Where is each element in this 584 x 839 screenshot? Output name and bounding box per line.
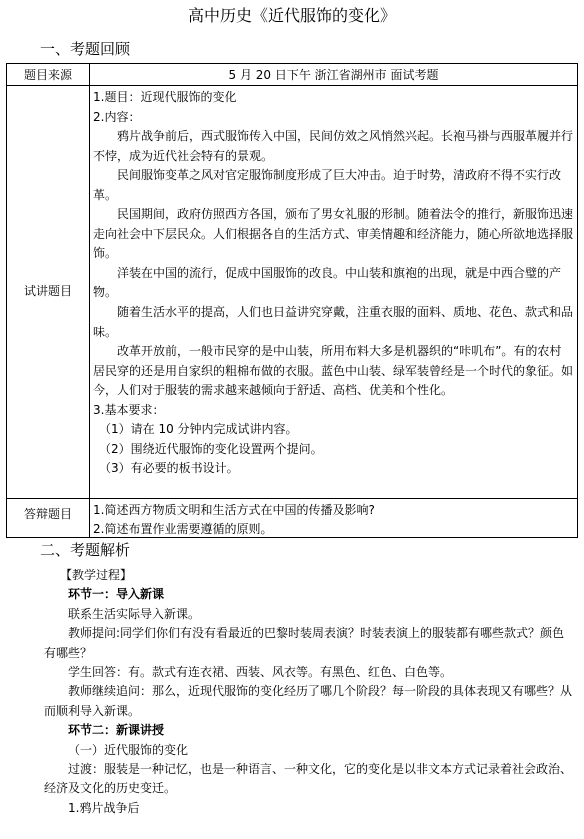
- section-heading-analysis: 二、考题解析: [40, 541, 131, 559]
- defense-content: [93, 501, 573, 539]
- defense-question: 2.简述布置作业需要遵循的原则。: [93, 522, 273, 536]
- trial-content: [93, 88, 573, 479]
- transition-paragraph: 过渡：服装是一种记忆，也是一种语言、一种文化，它的变化是以非文本方式记录着社会政治、经济及文化的历史变迁。: [44, 762, 573, 796]
- teaching-process-heading: 【教学过程】: [60, 568, 133, 582]
- stage1-paragraph: 联系生活实际导入新课。: [68, 606, 201, 621]
- source-label: 题目来源: [23, 68, 72, 82]
- table-divider-row1: [7, 85, 577, 86]
- table-divider-vertical: [89, 64, 90, 537]
- trial-paragraph: 洋装在中国的流行，促成中国服饰的改良。中山装和旗袍的出现，就是中西合璧的产物。: [93, 265, 562, 300]
- table-divider-row2: [7, 498, 577, 499]
- trial-paragraph: 鸦片战争前后，西式服饰传入中国，民间仿效之风悄然兴起。长袍马褂与西服革履并行不悖，成为近代社会特有的景观。: [93, 129, 574, 163]
- exam-table: [6, 63, 578, 538]
- stage1-heading: 环节一：导入新课: [68, 587, 165, 602]
- section-heading-review: 一、考题回顾: [40, 40, 131, 58]
- trial-requirement: （2）围绕近代服饰的变化设置两个提问。: [99, 441, 323, 456]
- source-value: 5 月 20 日下午 浙江省湖州市 面试考题: [228, 68, 439, 82]
- trial-paragraph: 改革开放前，一般市民穿的是中山装，所用布料大多是机器织的“咔叽布”。有的农村居民穿的还是用自家织的粗棉布做的衣服。蓝色中山装、绿军装曾经是一个时代的象征。如今，人们对于服装的需求越来越倾向于舒适、高档、优美和个性化。: [93, 344, 574, 398]
- stage1-paragraph: 学生回答：有。款式有连衣裙、西装、风衣等。有黑色、红色、白色等。: [68, 665, 453, 680]
- trial-line: 2.内容：: [93, 109, 141, 124]
- stage1-paragraph: 教师继续追问：那么，近现代服饰的变化经历了哪几个阶段？每一阶段的具体表现又有哪些？从而顺利导入新课。: [44, 684, 573, 718]
- trial-label: 试讲题目: [23, 284, 72, 298]
- stage2-heading: 环节二：新课讲授: [68, 723, 165, 738]
- analysis-content: [44, 566, 576, 818]
- trial-line: 3.基本要求：: [93, 402, 165, 417]
- stage1-paragraph: 教师提问:同学们你们有没有看最近的巴黎时装周表演？时装表演上的服装都有哪些款式？颜色有哪些？: [44, 626, 565, 660]
- trial-paragraph: 民间服饰变革之风对官定服饰制度形成了巨大冲击。迫于时势，清政府不得不实行改革。: [93, 168, 562, 202]
- document-title: 高中历史《近代服饰的变化》: [187, 6, 396, 25]
- subsection-heading: （一）近代服饰的变化: [68, 742, 189, 757]
- defense-label: 答辩题目: [23, 507, 72, 521]
- item-heading: 1.鸦片战争后: [68, 800, 140, 815]
- trial-paragraph: 民国期间，政府仿照西方各国，颁布了男女礼服的形制。随着法令的推行，新服饰迅速走向社会中下层民众。人们根据各自的生活方式、审美情趣和经济能力，随心所欲地选择服饰。: [93, 207, 574, 261]
- trial-line: 1.题目：近现代服饰的变化: [93, 90, 237, 104]
- trial-paragraph: 随着生活水平的提高，人们也日益讲究穿戴，注重衣服的面料、质地、花色、款式和品味。: [93, 305, 574, 339]
- trial-requirement: （1）请在 10 分钟内完成试讲内容。: [99, 422, 298, 437]
- trial-requirement: （3）有必要的板书设计。: [99, 461, 239, 476]
- defense-question: 1.简述西方物质文明和生活方式在中国的传播及影响?: [93, 503, 375, 517]
